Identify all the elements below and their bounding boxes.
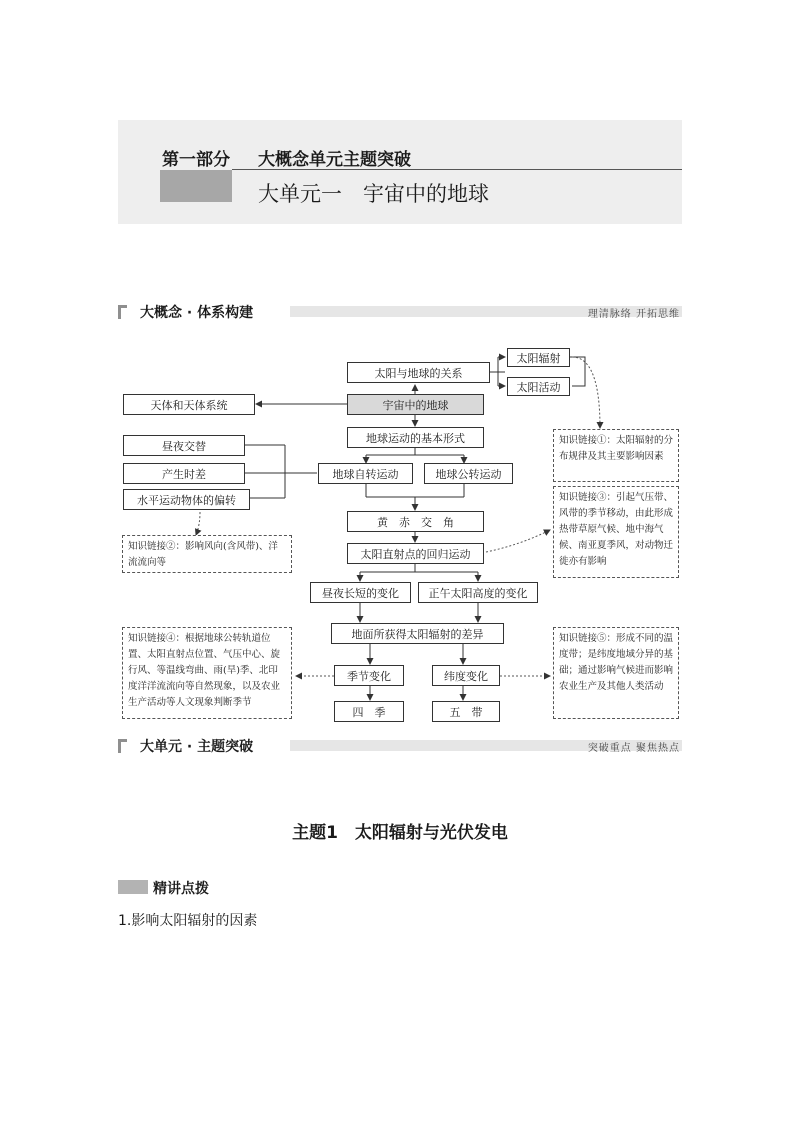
part-label: 第一部分 [162, 150, 230, 170]
note-link-3: 知识链接③：引起气压带、风带的季节移动，由此形成热带草原气候、地中海气候、南亚夏季风，对动物迁徙亦有影响 [553, 486, 679, 578]
node-daylength: 昼夜长短的变化 [310, 582, 411, 603]
section-subtitle: 理清脉络 开拓思维 [587, 309, 680, 320]
section-bar-topic [118, 739, 682, 753]
node-obliquity: 黄 赤 交 角 [347, 511, 484, 532]
node-earth-in-universe: 宇宙中的地球 [347, 394, 484, 415]
node-basic-forms: 地球运动的基本形式 [347, 427, 484, 448]
note-link-4: 知识链接④：根据地球公转轨道位置、太阳直射点位置、气压中心、旋行风、等温线弯曲、雨(旱)季、北印度洋洋流流向等自然现象，以及农业生产活动等人文现象判断季节 [122, 627, 292, 719]
corner-mark-icon [118, 739, 127, 753]
node-sun-radiation: 太阳辐射 [507, 348, 570, 367]
theme-title: 大概念单元主题突破 [258, 150, 411, 170]
node-four-seasons: 四 季 [334, 701, 404, 722]
note-link-5: 知识链接⑤：形成不同的温度带；是纬度地域分异的基础；通过影响气候进而影响农业生产及其他人类活动 [553, 627, 679, 719]
node-deflection: 水平运动物体的偏转 [123, 489, 250, 510]
note-link-1: 知识链接①：太阳辐射的分布规律及其主要影响因素 [553, 429, 679, 482]
section-title: 大单元 · 主题突破 [140, 739, 254, 755]
node-noon-height: 正午太阳高度的变化 [418, 582, 538, 603]
node-sun-earth: 太阳与地球的关系 [347, 362, 490, 383]
section-subtitle: 突破重点 聚焦热点 [587, 743, 680, 754]
section-title: 大概念 · 体系构建 [140, 305, 254, 321]
node-celestial: 天体和天体系统 [123, 394, 255, 415]
node-rotation: 地球自转运动 [318, 463, 413, 484]
unit-title: 大单元一 宇宙中的地球 [258, 182, 489, 206]
item-heading-1: 1.影响太阳辐射的因素 [118, 913, 258, 929]
jingjiang-marker [118, 880, 148, 894]
node-radiation-diff: 地面所获得太阳辐射的差异 [331, 623, 504, 644]
node-five-zones: 五 带 [432, 701, 500, 722]
topic-title: 主题1 太阳辐射与光伏发电 [292, 823, 508, 843]
node-subsolar: 太阳直射点的回归运动 [347, 543, 484, 564]
node-time-diff: 产生时差 [123, 463, 245, 484]
node-revolution: 地球公转运动 [424, 463, 513, 484]
jingjiang-heading: 精讲点拨 [153, 881, 209, 897]
node-sun-activity: 太阳活动 [507, 377, 570, 396]
node-latitude-change: 纬度变化 [432, 665, 500, 686]
node-season-change: 季节变化 [334, 665, 404, 686]
note-link-2: 知识链接②：影响风向(含风带)、洋流流向等 [122, 535, 292, 573]
node-day-night: 昼夜交替 [123, 435, 245, 456]
